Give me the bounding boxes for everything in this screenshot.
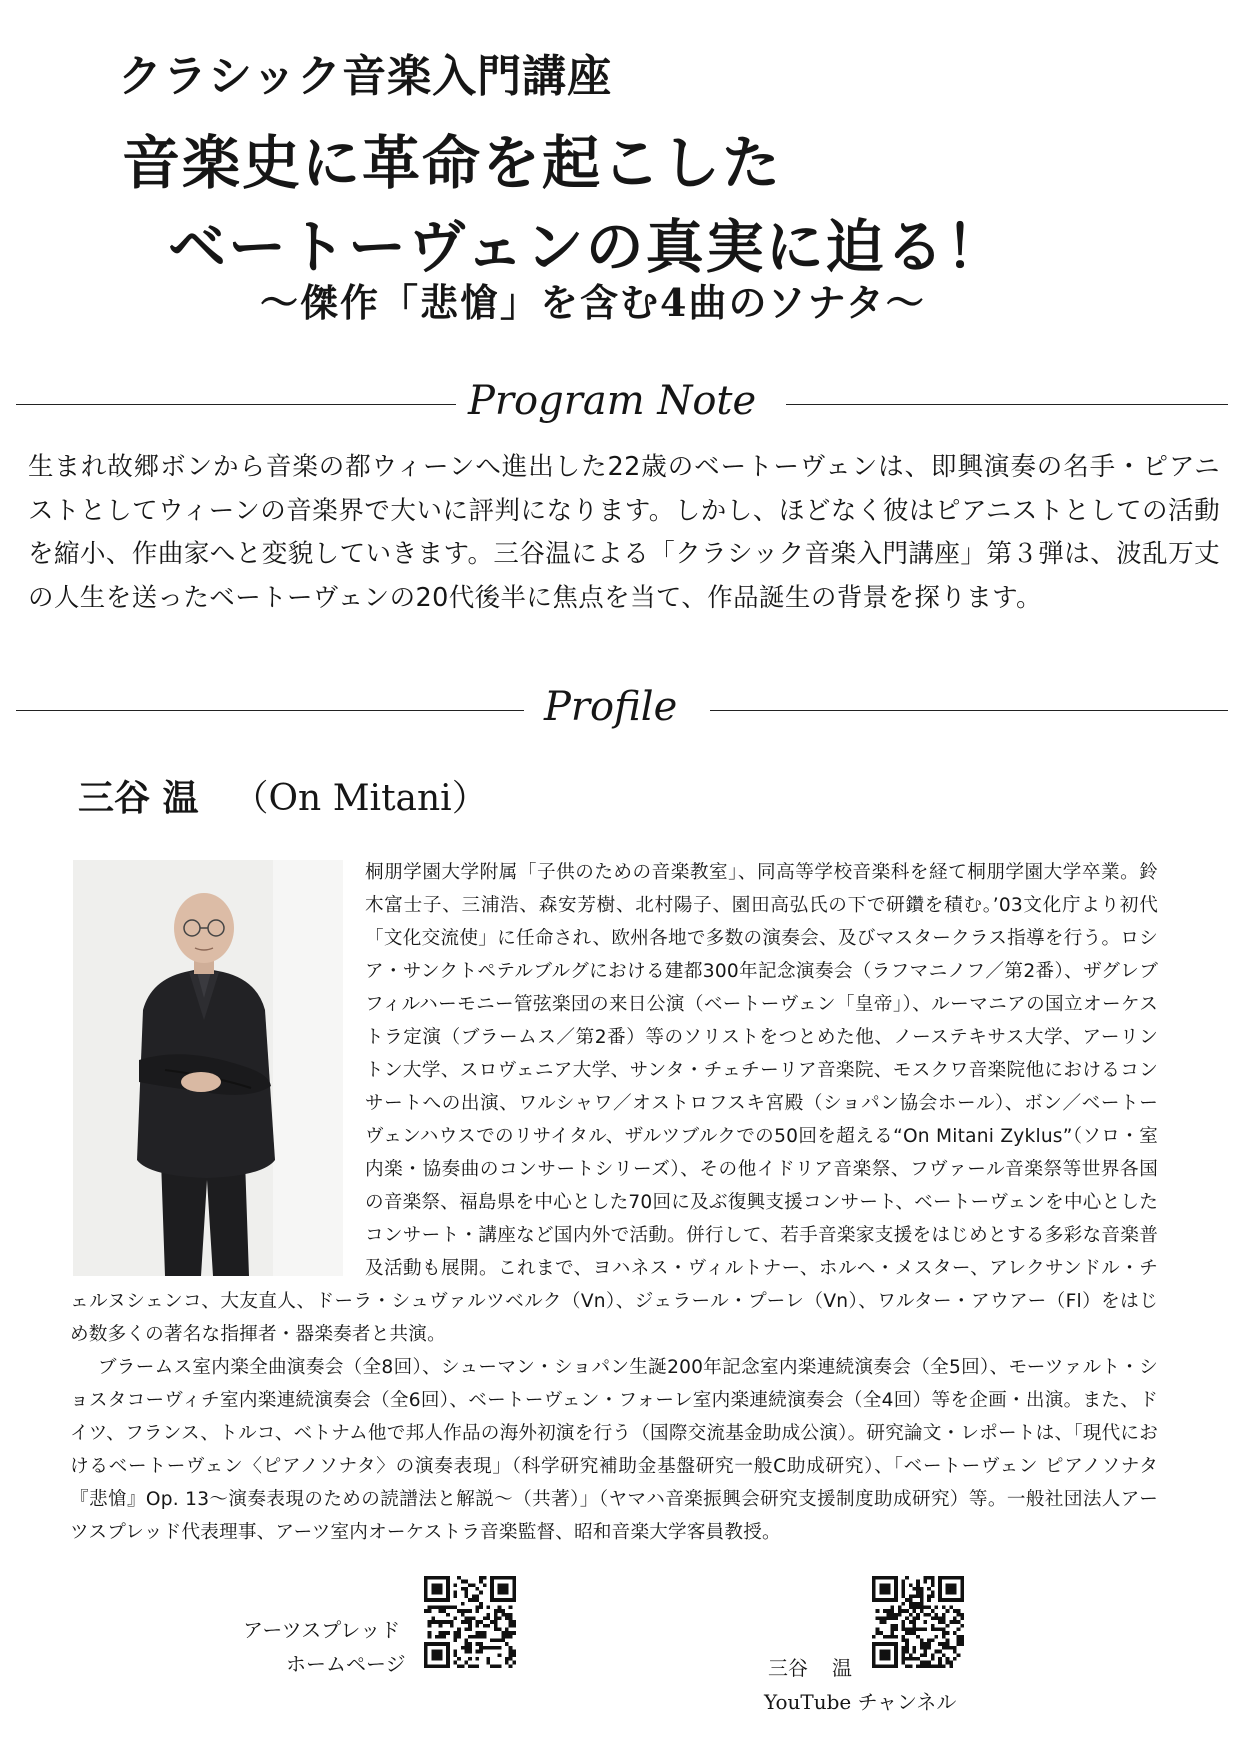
heading-rule-left [16,710,524,711]
homepage-caption-line1: アーツスプレッド [243,1618,401,1642]
youtube-qr-code-icon[interactable] [872,1576,964,1668]
heading-rule-right [710,710,1228,711]
youtube-caption-line2: YouTube チャンネル [764,1690,957,1714]
homepage-qr-code-icon[interactable] [424,1576,516,1668]
artist-name-ja: 三谷 温 [78,777,199,819]
profile-heading-label: Profile [544,684,678,730]
subtitle: ～傑作「悲愴」を含む4曲のソナタ～ [260,280,926,325]
photo-spacer [70,856,365,1278]
program-note-heading-label: Program Note [468,378,757,424]
youtube-caption-name-family: 三谷 [768,1656,808,1680]
biography [70,856,1158,1549]
heading-rule-right [786,404,1228,405]
youtube-caption-name-given: 温 [832,1656,852,1680]
heading-rule-left [16,404,456,405]
youtube-caption-name [768,1652,852,1681]
program-note-heading [16,378,1228,428]
program-note-body: 生まれ故郷ボンから音楽の都ウィーンへ進出した22歳のベートーヴェンは、即興演奏の名手・ピアニストとしてウィーンの音楽界で大いに評判になります。しかし、ほどなく彼はピアニストとしての活動を縮小、作曲家へと変貌していきます。三谷温による「クラシック音楽入門講座」第３弾は、波乱万丈の人生を送ったベートーヴェンの20代後半に焦点を当て、作品誕生の背景を探ります。 [28,452,1220,613]
biography-paragraph-1: 桐朋学園大学附属「子供のための音楽教室」、同高等学校音楽科を経て桐朋学園大学卒業。鈴木富士子、三浦浩、森安芳樹、北村陽子、園田高弘氏の下で研鑽を積む。’03文化庁より初代「文化交流使」に任命され、欧州各地で多数の演奏会、及びマスタークラス指導を行う。ロシア・サンクトペテルブルグにおける建都300年記念演奏会（ラフマニノフ／第2番）、ザグレブフィルハーモニー管弦楽団の来日公演（ベートーヴェン「皇帝」）、ルーマニアの国立オーケストラ定演（ブラームス／第2番）等のソリストをつとめた他、ノーステキサス大学、アーリントン大学、スロヴェニア大学、サンタ・チェチーリア音楽院、モスクワ音楽院他におけるコンサートへの出演、ワルシャワ／オストロフスキ宮殿（ショパン協会ホール）、ボン／ベートーヴェンハウスでのリサイタル、ザルツブルクでの50回を超える“On Mitani Zyklus”（ソロ・室内楽・協奏曲のコンサートシリーズ）、その他イドリア音楽祭、フヴァール音楽祭等世界各国の音楽祭、福島県を中心とした70回に及ぶ復興支援コンサート、ベートーヴェンを中心としたコンサート・講座など国内外で活動。併行して、若手音楽家支援をはじめとする多彩な音楽普及活動も展開。これまで、ヨハネス・ヴィルトナー、ホルヘ・メスター、アレクサンドル・チェルヌシェンコ、大友直人、ドーラ・シュヴァルツベルク（Vn）、ジェラール・プーレ（Vn）、ワルター・アウアー（Fl）をはじめ数多くの著名な指揮者・器楽奏者と共演。 [70,862,1158,1345]
biography-paragraph-2: ブラームス室内楽全曲演奏会（全8回）、シューマン・ショパン生誕200年記念室内楽連続演奏会（全5回）、モーツァルト・ショスタコーヴィチ室内楽連続演奏会（全6回）、ベートーヴェン・フォーレ室内楽連続演奏会（全4回）等を企画・出演。また、ドイツ、フランス、トルコ、ベトナム他で邦人作品の海外初演を行う（国際交流基金助成公演）。研究論文・レポートは、「現代におけるベートーヴェン〈ピアノソナタ〉の演奏表現」（科学研究補助金基盤研究一般C助成研究）、「ベートーヴェン ピアノソナタ『悲愴』Op. 13～演奏表現のための読譜法と解説～（共著）」（ヤマハ音楽振興会研究支援制度助成研究）等。一般社団法人アーツスプレッド代表理事、アーツ室内オーケストラ音楽監督、昭和音楽大学客員教授。 [70,1357,1158,1543]
main-title-line1: 音楽史に革命を起こした [122,129,783,197]
profile-heading [16,684,1228,734]
series-title: クラシック音楽入門講座 [118,51,613,102]
artist-name [78,770,488,821]
artist-name-en: （On Mitani） [232,778,488,819]
homepage-caption-line2: ホームページ [286,1652,406,1676]
main-title-line2: ベートーヴェンの真実に迫る！ [168,213,1006,281]
